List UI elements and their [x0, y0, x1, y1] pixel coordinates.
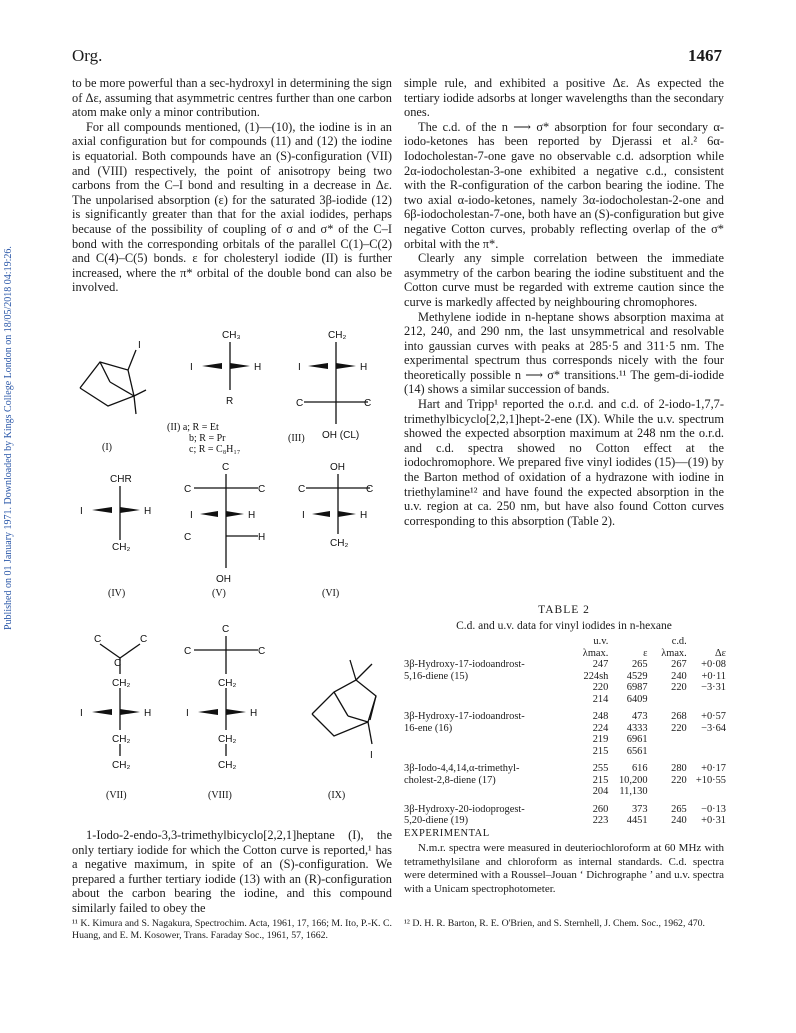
r-group-label: R [226, 396, 234, 407]
left-column-text [72, 76, 392, 295]
label-VI: (VI) [322, 588, 340, 599]
paragraph: Hart and Tripp¹ reported the o.r.d. and c.d. of 2-iodo-1,7,7-trimethylbicyclo[2,2,1]hept-2-ene (IX). While the u.v. spectrum showed the expected absorption maximum at 248 nm the o.r.d. and c.d. spectra showed no Cotton effect at the iodochromophore. We prepared five vinyl iodides (15)—(19) by the Barton method of oxidation of a hydrazone with iodine in triethylamine¹² and have found the expected absorption in the u.v. region at ca. 250 nm, but have also found Cotton curves corresponding to this absorption (Table 2). [404, 397, 724, 528]
label-VII: (VII) [106, 790, 127, 801]
paragraph: Methylene iodide in n-heptane shows absorption maxima at 212, 240, and 290 nm, the last unsymmetrical and resolvable into gaussian curves with peaks at 285·5 and 311·5 nm. The experimental spectrum thus corresponds nicely with the four theoretically possible n ⟶ σ* transitions.¹¹ The gem-di-iodide (14) shows a similar succession of bands. [404, 309, 724, 397]
label-II-c: c; R = C₈H₁₇ [189, 444, 241, 455]
table-cell: 3β-Hydroxy-17-iodoandrost- [404, 659, 525, 670]
table-cell: +0·08 [701, 659, 726, 670]
carbon-label: C [184, 484, 192, 495]
table-row [404, 804, 726, 816]
table-cell [648, 746, 687, 758]
table-row [404, 746, 726, 758]
paragraph: to be more powerful than a sec-hydroxyl in determining the sign of Δε, assuming that asymmetric centres further than one carbon atom make only a minor contribution. [72, 76, 392, 120]
table-cell: 265 [631, 659, 648, 670]
table-cell: cholest-2,8-diene (17) [404, 774, 496, 786]
right-column-text [404, 76, 724, 528]
carbon-label: C [184, 532, 192, 543]
carbon-label: C [364, 398, 372, 409]
methylene-label: CH₂ [328, 330, 347, 341]
paragraph: simple rule, and exhibited a positive Δε. As expected the tertiary iodide adsorbs at longer wavelengths than the secondary ones. [404, 76, 724, 120]
table-cell: 220 [592, 682, 609, 693]
table-cell: 5,20-diene (19) [404, 815, 469, 826]
table-cell: 240 [671, 670, 687, 682]
structure-I [80, 350, 146, 414]
table-cell: −3·31 [701, 682, 726, 693]
methylene-label: CH₂ [112, 678, 131, 689]
methylene-label: CH₂ [330, 538, 349, 549]
iodine-label: I [190, 510, 193, 521]
table-cell: 214 [592, 693, 609, 705]
hydrogen-label: H [248, 510, 256, 521]
table-cell: 473 [631, 711, 648, 722]
label-VIII: (VIII) [208, 790, 232, 801]
table-cell: 220 [671, 774, 687, 786]
table-cell: 204 [592, 786, 609, 797]
carbon-label: C [366, 484, 374, 495]
table-cell [648, 734, 687, 746]
table-cell: +10·55 [695, 774, 726, 786]
table-cell: +0·57 [701, 711, 726, 722]
table-cell: 3β-Hydroxy-17-iodoandrost- [404, 711, 525, 722]
label-V: (V) [212, 588, 226, 599]
experimental-text [404, 842, 724, 896]
paragraph: 1-Iodo-2-endo-3,3-trimethylbicyclo[2,2,1]heptane (I), the only tertiary iodide for which the Cotton curve is reported,¹ has a negative maximum, in spite of an (S)-configuration. We prepared a further tertiary iodide (13) with an (R)-configuration about the carbon bearing the iodine, and this compound similarly failed to obey the [72, 828, 392, 915]
hydrogen-label: H [360, 362, 368, 373]
table-row [404, 775, 726, 787]
table-cell: +0·31 [701, 815, 726, 826]
table-cell: 220 [671, 682, 687, 693]
table-cell: 220 [671, 722, 687, 734]
table-cell: 11,130 [619, 786, 648, 797]
carbon-label: C [114, 658, 122, 669]
label-III-sub: OH (CL) [322, 430, 360, 441]
chr-label: CHR [110, 474, 132, 485]
table-cell: 5,16-diene (15) [404, 670, 469, 682]
table-cell [687, 734, 726, 746]
table-row [404, 734, 726, 746]
footnote-right: ¹² D. H. R. Barton, R. E. O'Brien, and S. Sternhell, J. Chem. Soc., 1962, 470. [404, 918, 705, 929]
table-row [404, 659, 726, 671]
footnote-left: ¹¹ K. Kimura and S. Nagakura, Spectrochim. Acta, 1961, 17, 166; M. Ito, P.-K. C. Huang, and E. M. Kosower, Trans. Faraday Soc., 1961, 57, 1662. [72, 918, 392, 941]
download-watermark[interactable]: Published on 01 January 1971. Downloaded by Kings College London on 18/05/2018 04:19:26. [3, 246, 14, 630]
label-II: (II) a; R = Et [167, 422, 219, 433]
table-cell: +0·11 [701, 670, 726, 682]
table-cell: +0·17 [701, 763, 726, 774]
table-caption: C.d. and u.v. data for vinyl iodides in n-hexane [456, 620, 672, 632]
table-cell: 373 [631, 803, 648, 815]
table-row [404, 723, 726, 735]
table-title: TABLE 2 [538, 604, 590, 616]
table-cell: 247 [592, 659, 609, 670]
col-header-cd: c.d. [671, 636, 687, 647]
label-I: (I) [102, 442, 112, 453]
label-IX: (IX) [328, 790, 346, 801]
table-cell [687, 746, 726, 758]
table-cell: 248 [592, 711, 609, 722]
label-II-b: b; R = Pr [189, 433, 226, 444]
table-row [404, 671, 726, 683]
table-cell: 616 [631, 763, 648, 774]
structure-IX [312, 660, 376, 744]
table-cell: 219 [592, 734, 609, 745]
table-cell: 255 [592, 763, 609, 774]
table-cell: 16-ene (16) [404, 722, 453, 734]
label-III: (III) [288, 433, 305, 444]
carbon-label: C [222, 624, 230, 635]
table-cell: 224 [592, 722, 609, 734]
hydrogen-label: H [250, 708, 258, 719]
carbon-label: C [184, 646, 192, 657]
methylene-label: CH₂ [218, 760, 237, 771]
iodine-label: I [190, 362, 193, 373]
table-row [404, 711, 726, 723]
col-header-uv: u.v. [593, 636, 609, 647]
col-header-epsilon: ε [643, 647, 648, 659]
table-cell: 4529 [626, 670, 648, 682]
table-cell: 215 [592, 774, 609, 786]
iodine-label: I [298, 362, 301, 373]
table-cell: 6561 [626, 745, 648, 757]
journal-header: Org. [72, 46, 103, 65]
table-cell: 267 [671, 659, 687, 670]
hydrogen-label: H [144, 708, 152, 719]
hydrogen-label: H [144, 506, 152, 517]
hydroxyl-label: OH [216, 574, 231, 585]
page-number: 1467 [688, 46, 722, 65]
structure-figure [72, 320, 402, 820]
carbon-label: C [140, 634, 148, 645]
label-IV: (IV) [108, 588, 126, 599]
paragraph: N.m.r. spectra were measured in deuteriochloroform at 60 MHz with tetramethylsilane and chloroform as internal standards. C.d. spectra were determined with a Roussel–Jouan ‘ Dichrographe ’ and u.v. spectra with a Unicam spectrophotometer. [404, 842, 724, 895]
table-cell [687, 786, 726, 798]
table-cell: −0·13 [701, 803, 726, 815]
iodine-label: I [302, 510, 305, 521]
table-cell: 240 [671, 815, 687, 826]
table-cell: 3β-Hydroxy-20-iodoprogest- [404, 803, 525, 815]
table-cell: 280 [671, 763, 687, 774]
experimental-heading: EXPERIMENTAL [404, 828, 490, 839]
table-cell: 6987 [626, 682, 648, 693]
table-row [404, 786, 726, 798]
iodine-label: I [186, 708, 189, 719]
table-cell: 215 [592, 745, 609, 757]
hydrogen-label: H [360, 510, 368, 521]
table-cell: 268 [671, 711, 687, 722]
table-row [404, 682, 726, 694]
table-cell [404, 746, 569, 758]
paragraph: Clearly any simple correlation between the immediate asymmetry of the carbon bearing the iodine substituent and the Cotton curve must be regarded with extreme caution since the curve is markedly affected by neighbouring chromophores. [404, 251, 724, 309]
table-row [404, 694, 726, 706]
col-header-delta-epsilon: Δε [714, 647, 726, 659]
table-cell [404, 786, 569, 798]
table-cell [404, 682, 569, 694]
iodine-label: I [80, 708, 83, 719]
table-cell [404, 734, 569, 746]
table-cell: 3β-Iodo-4,4,14,α-trimethyl- [404, 763, 520, 774]
table-cell: 10,200 [618, 774, 648, 786]
methylene-label: CH₂ [112, 542, 131, 553]
carbon-label: C [258, 484, 266, 495]
col-header-lambda-cd: λmax. [661, 647, 687, 659]
hydroxyl-label: OH [330, 462, 345, 473]
table-row [404, 763, 726, 775]
iodine-label: I [138, 340, 141, 351]
col-header-lambda-uv: λmax. [582, 647, 609, 659]
table-cell: 4333 [626, 722, 648, 734]
carbon-label: C [296, 398, 304, 409]
table-cell: −3·64 [701, 722, 726, 734]
methylene-label: CH₂ [112, 760, 131, 771]
table-cell: 4451 [626, 815, 648, 826]
methylene-label: CH₂ [218, 734, 237, 745]
methylene-label: CH₂ [112, 734, 131, 745]
data-table [404, 636, 726, 827]
table-cell: 6409 [626, 693, 648, 705]
carbon-label: C [94, 634, 102, 645]
table-cell: 6961 [626, 734, 648, 745]
methylene-label: CH₂ [218, 678, 237, 689]
left-column-text-lower [72, 828, 392, 916]
paragraph: The c.d. of the n ⟶ σ* absorption for four secondary α-iodo-ketones has been reported by Djerassi et al.² 6α-Iodocholestan-7-one gave no observable c.d. adsorption while 2α-iodocholestan-3-one exhibited a negative c.d., consistent with the R-configuration of the carbon bearing the iodine. The two axial α-iodo-ketones, namely 3α-iodocholestan-2-one and 6β-iodocholestan-7-one, both have an (S)-configuration but give negative Cotton curves, probably reflecting overlap of the σ* orbital with the π*. [404, 119, 724, 251]
table-cell [648, 694, 687, 706]
carbon-label: C [258, 646, 266, 657]
hydrogen-label: H [258, 532, 266, 543]
carbon-label: C [222, 462, 230, 473]
hydrogen-label: H [254, 362, 262, 373]
table-row [404, 815, 726, 827]
carbon-label: C [298, 484, 306, 495]
table-cell: 224sh [583, 670, 609, 682]
table-cell [687, 694, 726, 706]
table-cell: 223 [592, 815, 609, 826]
methyl-label: CH₃ [222, 330, 241, 341]
paragraph: For all compounds mentioned, (1)—(10), the iodine is in an axial configuration but for compounds (11) and (12) the iodine is equatorial. Both compounds have an (S)-configuration (VII) and (VIII) respectively, the point of anisotropy being two carbons from the C–I bond and resulting in a decrease in Δε. The unpolarised absorption (ε) for the saturated 3β-iodide (12) is significantly greater than that for the axial iodides, perhaps because of the possibility of coupling of σ and σ* of the C–I bond with the corresponding orbitals of the parallel C(1)–C(2) and C(4)–C(5) bonds. ε for cholesteryl iodide (II) is further increased, where the π* orbital of the double bond can also be involved. [72, 119, 392, 295]
table-cell: 260 [592, 803, 609, 815]
iodine-label: I [370, 750, 373, 761]
table-cell: 265 [671, 803, 687, 815]
table-cell [648, 786, 687, 798]
table-cell [404, 694, 569, 706]
iodine-label: I [80, 506, 83, 517]
